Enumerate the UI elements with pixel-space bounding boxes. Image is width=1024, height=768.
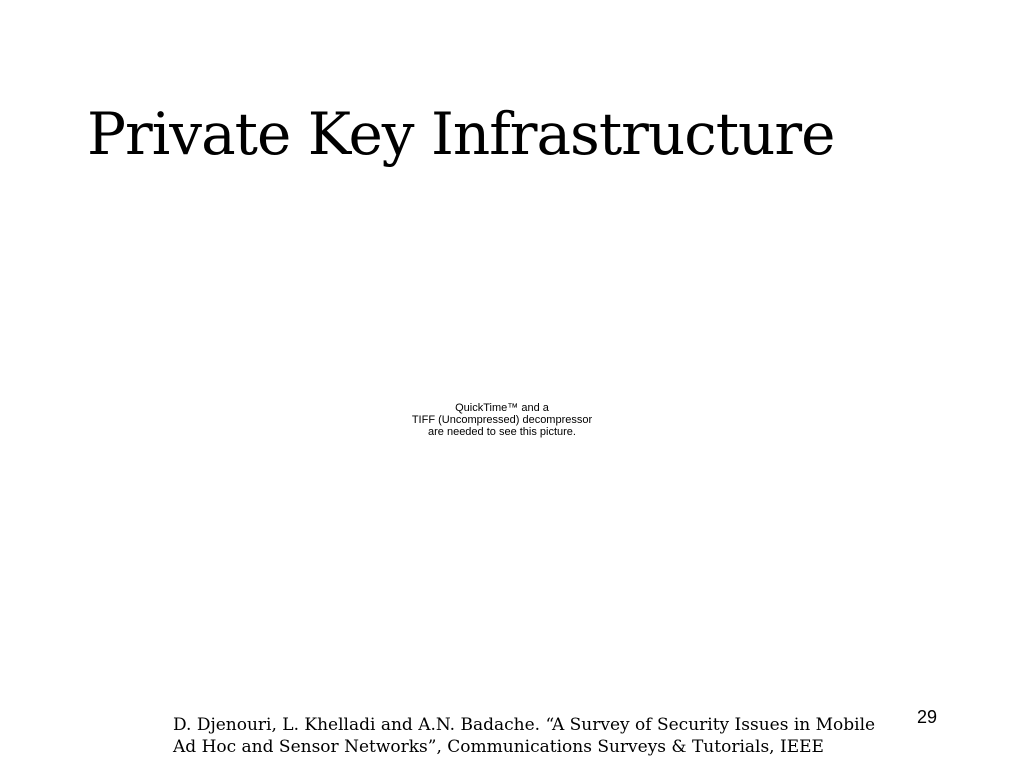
placeholder-line: QuickTime™ and a [455, 402, 549, 414]
citation [173, 714, 913, 758]
placeholder-line: are needed to see this picture. [428, 426, 576, 438]
placeholder-line: TIFF (Uncompressed) decompressor [411, 414, 593, 426]
slide-title: Private Key Infrastructure [87, 100, 835, 168]
page-number: 29 [916, 707, 937, 727]
image-placeholder [380, 402, 624, 438]
citation-line: D. Djenouri, L. Khelladi and A.N. Badache. “A Survey of Security Issues in Mobile [173, 715, 876, 735]
citation-line: Ad Hoc and Sensor Networks”, Communications Surveys & Tutorials, IEEE [173, 737, 824, 757]
